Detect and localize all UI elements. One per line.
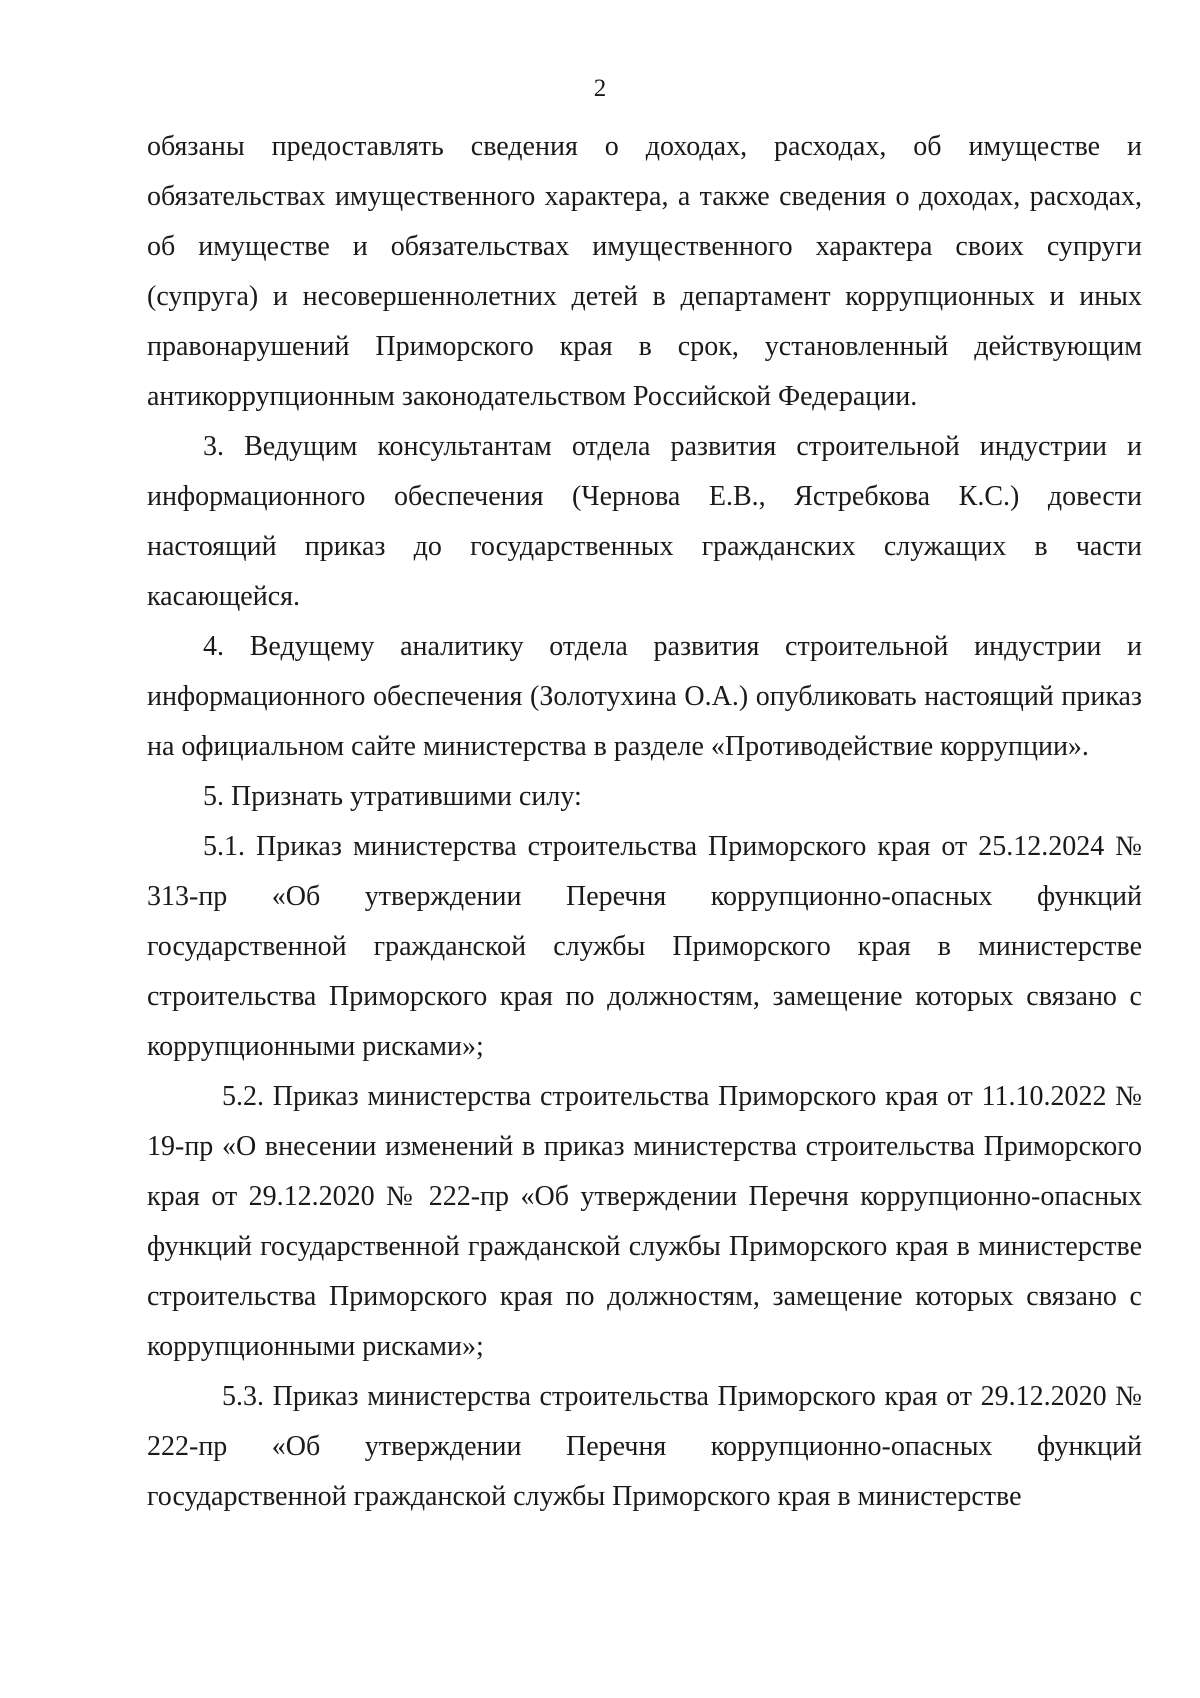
paragraph-item-5-2: 5.2. Приказ министерства строительства Приморского края от 11.10.2022 № 19-пр «О внесении изменений в приказ министерства строительства Приморского края от 29.12.2020 № 222-пр «Об утверждении Перечня коррупционно-опасных функций государственной гражданской службы Приморского края в министерстве строительства Приморского края по должностям, замещение которых связано с коррупционными рисками»; (147, 1081, 1142, 1362)
document-body (147, 122, 1142, 1522)
paragraph-item-5-1: 5.1. Приказ министерства строительства Приморского края от 25.12.2024 № 313-пр «Об утверждении Перечня коррупционно-опасных функций государственной гражданской службы Приморского края в министерстве строительства Приморского края по должностям, замещение которых связано с коррупционными рисками»; (147, 831, 1142, 1062)
paragraph-item-3: 3. Ведущим консультантам отдела развития строительной индустрии и информационного обеспечения (Чернова Е.В., Ястребкова К.С.) довести настоящий приказ до государственных гражданских служащих в части касающейся. (147, 431, 1142, 612)
paragraph-item-5: 5. Признать утратившими силу: (203, 781, 582, 812)
paragraph-item-4: 4. Ведущему аналитику отдела развития строительной индустрии и информационного обеспечения (Золотухина О.А.) опубликовать настоящий приказ на официальном сайте министерства в разделе «Противодействие коррупции». (147, 631, 1142, 762)
page-number: 2 (593, 75, 607, 102)
paragraph-item-5-3: 5.3. Приказ министерства строительства Приморского края от 29.12.2020 № 222-пр «Об утверждении Перечня коррупционно-опасных функций государственной гражданской службы Приморского края в министерстве (147, 1381, 1142, 1512)
paragraph-continuation: обязаны предоставлять сведения о доходах, расходах, об имуществе и обязательствах имущественного характера, а также сведения о доходах, расходах, об имуществе и обязательствах имущественного характера своих супруги (супруга) и несовершеннолетних детей в департамент коррупционных и иных правонарушений Приморского края в срок, установленный действующим антикоррупционным законодательством Российской Федерации. (147, 131, 1142, 412)
